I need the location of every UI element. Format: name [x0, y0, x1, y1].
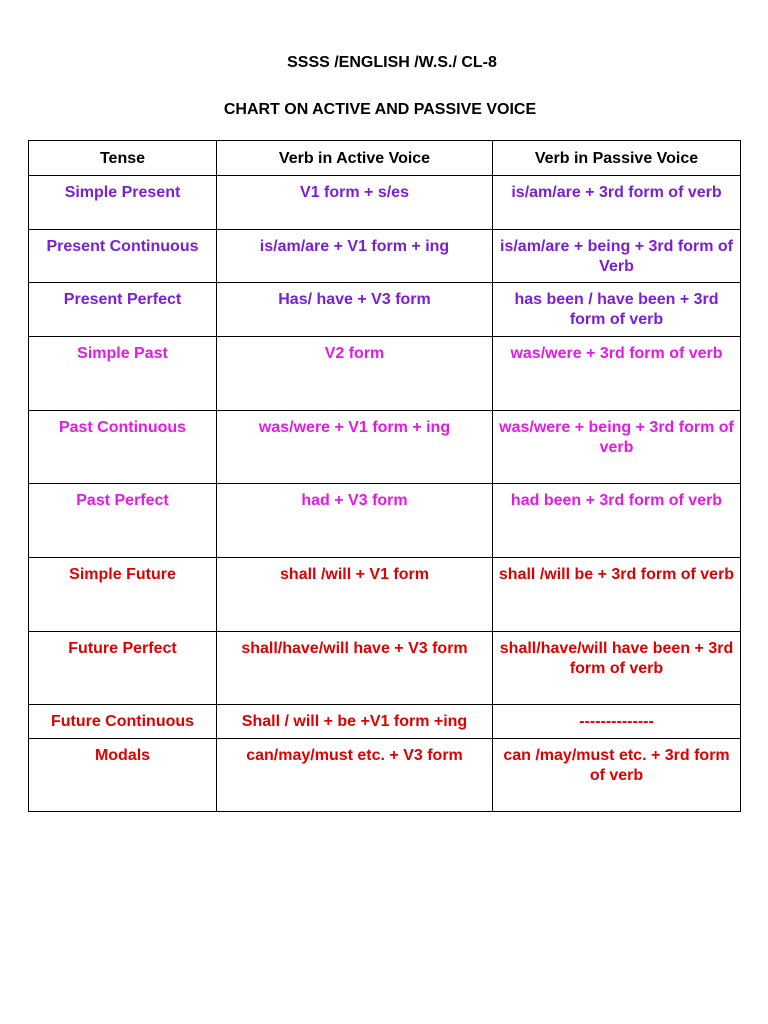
active-cell: can/may/must etc. + V3 form [217, 739, 493, 812]
passive-cell: shall/have/will have been + 3rd form of verb [493, 632, 741, 705]
table-row [29, 411, 741, 484]
tense-cell: Simple Present [29, 176, 217, 230]
chart-title: CHART ON ACTIVE AND PASSIVE VOICE [223, 101, 537, 118]
tense-cell: Future Perfect [29, 632, 217, 705]
tense-cell: Past Perfect [29, 484, 217, 558]
table-row [29, 337, 741, 411]
active-cell: shall /will + V1 form [217, 558, 493, 632]
tense-cell: Present Continuous [29, 230, 217, 283]
passive-cell: -------------- [493, 705, 741, 739]
worksheet-code: SSSS /ENGLISH /W.S./ CL-8 [287, 54, 497, 71]
passive-cell: is/am/are + being + 3rd form of Verb [493, 230, 741, 283]
table-row [29, 705, 741, 739]
tense-cell: Simple Future [29, 558, 217, 632]
passive-cell: has been / have been + 3rd form of verb [493, 283, 741, 337]
active-cell: had + V3 form [217, 484, 493, 558]
passive-cell: had been + 3rd form of verb [493, 484, 741, 558]
active-cell: V2 form [217, 337, 493, 411]
table-row [29, 484, 741, 558]
table-row [29, 632, 741, 705]
tense-cell: Future Continuous [29, 705, 217, 739]
tense-cell: Present Perfect [29, 283, 217, 337]
passive-cell: is/am/are + 3rd form of verb [493, 176, 741, 230]
table-header-row [29, 141, 741, 176]
voice-chart-table [28, 140, 741, 812]
active-cell: Shall / will + be +V1 form +ing [217, 705, 493, 739]
tense-cell: Simple Past [29, 337, 217, 411]
header-cell-passive: Verb in Passive Voice [493, 141, 741, 176]
header-cell-tense: Tense [29, 141, 217, 176]
active-cell: Has/ have + V3 form [217, 283, 493, 337]
passive-cell: can /may/must etc. + 3rd form of verb [493, 739, 741, 812]
active-cell: is/am/are + V1 form + ing [217, 230, 493, 283]
passive-cell: was/were + 3rd form of verb [493, 337, 741, 411]
tense-cell: Past Continuous [29, 411, 217, 484]
active-cell: V1 form + s/es [217, 176, 493, 230]
table-row [29, 230, 741, 283]
table-row [29, 283, 741, 337]
table-row [29, 558, 741, 632]
active-cell: was/were + V1 form + ing [217, 411, 493, 484]
table-row [29, 176, 741, 230]
header-cell-active: Verb in Active Voice [217, 141, 493, 176]
active-cell: shall/have/will have + V3 form [217, 632, 493, 705]
tense-cell: Modals [29, 739, 217, 812]
passive-cell: was/were + being + 3rd form of verb [493, 411, 741, 484]
passive-cell: shall /will be + 3rd form of verb [493, 558, 741, 632]
table-row [29, 739, 741, 812]
